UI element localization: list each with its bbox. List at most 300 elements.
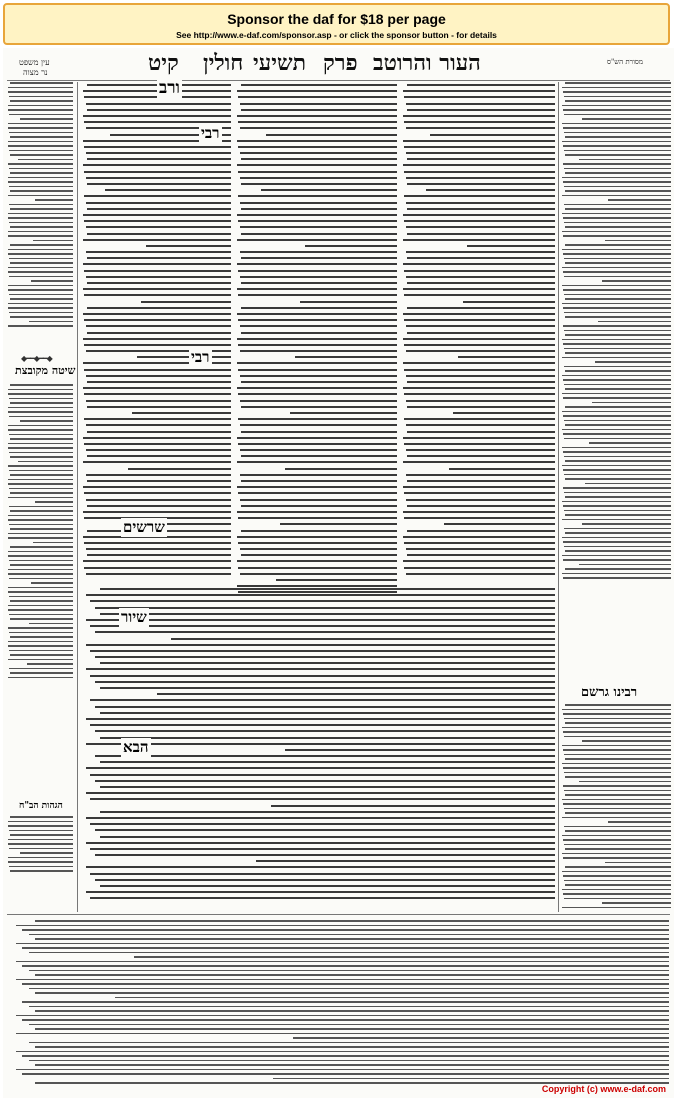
- text-line: [563, 839, 671, 841]
- text-line: [95, 730, 555, 732]
- text-line: [562, 141, 671, 143]
- text-line: [404, 96, 555, 98]
- text-line: [8, 307, 73, 309]
- masoret-hashas-title: מסורת הש"ס: [607, 58, 644, 66]
- text-line: [564, 276, 671, 278]
- text-line: [86, 276, 232, 278]
- text-line: [9, 96, 73, 98]
- text-line: [8, 145, 73, 147]
- text-line: [20, 118, 73, 120]
- word-rav: ורב: [159, 78, 180, 98]
- text-line: [87, 455, 231, 457]
- text-line: [240, 202, 397, 204]
- text-line: [100, 662, 555, 664]
- text-line: [241, 84, 397, 86]
- text-line: [16, 1015, 669, 1017]
- text-line: [16, 1033, 669, 1035]
- text-line: [9, 398, 73, 400]
- text-line: [8, 519, 73, 521]
- text-line: [407, 183, 555, 185]
- text-line: [238, 443, 397, 445]
- text-line: [86, 325, 232, 327]
- text-line: [467, 245, 555, 247]
- text-line: [280, 523, 397, 525]
- text-line: [406, 548, 555, 550]
- text-line: [86, 866, 555, 868]
- text-line: [562, 447, 671, 449]
- tosafot-column: [81, 84, 231, 584]
- text-line: [237, 140, 397, 142]
- text-line: [598, 321, 671, 323]
- text-line: [403, 288, 555, 290]
- text-line: [565, 812, 671, 814]
- text-line: [84, 542, 231, 544]
- text-line: [238, 369, 397, 371]
- text-line: [458, 356, 555, 358]
- text-line: [241, 307, 397, 309]
- text-line: [565, 226, 671, 228]
- text-line: [240, 400, 397, 402]
- text-line: [564, 258, 671, 260]
- text-line: [406, 499, 555, 501]
- text-line: [84, 393, 231, 395]
- text-line: [564, 204, 671, 206]
- text-line: [563, 857, 671, 859]
- text-line: [241, 406, 397, 408]
- text-line: [602, 902, 671, 904]
- perek-label: פרק: [323, 50, 358, 76]
- text-line: [563, 803, 671, 805]
- text-line: [403, 239, 555, 241]
- text-line: [35, 920, 669, 922]
- text-line: [241, 505, 397, 507]
- text-line: [563, 433, 671, 435]
- text-line: [31, 280, 73, 282]
- text-line: [86, 375, 232, 377]
- text-line: [90, 774, 555, 776]
- text-line: [84, 121, 231, 123]
- text-line: [562, 231, 671, 233]
- text-line: [90, 873, 555, 875]
- text-line: [563, 469, 671, 471]
- text-line: [238, 517, 397, 519]
- text-line: [563, 235, 671, 237]
- text-line: [605, 240, 671, 242]
- text-line: [241, 480, 397, 482]
- text-line: [564, 366, 671, 368]
- text-line: [128, 468, 232, 470]
- text-line: [562, 339, 671, 341]
- text-line: [406, 251, 555, 253]
- text-line: [8, 447, 73, 449]
- text-line: [83, 338, 232, 340]
- text-line: [237, 511, 397, 513]
- text-line: [403, 90, 555, 92]
- text-line: [8, 217, 73, 219]
- text-line: [16, 1051, 669, 1053]
- text-line: [22, 1001, 669, 1003]
- text-line: [563, 451, 671, 453]
- text-line: [100, 588, 555, 590]
- text-line: [35, 992, 669, 994]
- text-line: [83, 288, 232, 290]
- text-line: [87, 208, 231, 210]
- text-line: [407, 505, 555, 507]
- word-shreshim: שרשים: [123, 518, 165, 536]
- text-line: [565, 298, 671, 300]
- text-line: [8, 555, 73, 557]
- text-line: [9, 506, 73, 508]
- text-line: [84, 492, 231, 494]
- text-line: [404, 542, 555, 544]
- text-line: [240, 152, 397, 154]
- rashi-column: [401, 84, 555, 584]
- text-line: [562, 537, 671, 539]
- text-line: [562, 429, 671, 431]
- text-line: [237, 90, 397, 92]
- text-line: [86, 226, 232, 228]
- text-line: [86, 499, 232, 501]
- text-line: [8, 569, 73, 571]
- text-line: [8, 843, 73, 845]
- text-line: [237, 115, 397, 117]
- text-line: [10, 262, 73, 264]
- text-line: [238, 492, 397, 494]
- text-line: [237, 239, 397, 241]
- text-line: [84, 443, 231, 445]
- text-line: [27, 663, 73, 665]
- text-line: [16, 943, 669, 945]
- text-line: [404, 443, 555, 445]
- text-line: [9, 632, 73, 634]
- text-line: [83, 313, 232, 315]
- text-line: [564, 790, 671, 792]
- text-line: [563, 577, 671, 579]
- text-line: [404, 195, 555, 197]
- text-line: [8, 91, 73, 93]
- text-line: [8, 483, 73, 485]
- text-line: [100, 761, 555, 763]
- text-line: [9, 312, 73, 314]
- text-line: [240, 226, 397, 228]
- text-line: [86, 474, 232, 476]
- text-line: [564, 384, 671, 386]
- text-line: [407, 84, 555, 86]
- text-line: [22, 947, 669, 949]
- text-line: [10, 816, 73, 818]
- text-line: [8, 289, 73, 291]
- text-line: [22, 1055, 669, 1057]
- text-line: [564, 150, 671, 152]
- text-line: [8, 443, 73, 445]
- text-line: [563, 713, 671, 715]
- text-line: [16, 1069, 669, 1071]
- text-line: [86, 103, 232, 105]
- text-line: [86, 644, 555, 646]
- ein-mishpat-column: [7, 82, 73, 332]
- text-line: [563, 731, 671, 733]
- text-line: [404, 220, 555, 222]
- text-line: [563, 217, 671, 219]
- text-line: [240, 499, 397, 501]
- text-line: [563, 145, 671, 147]
- text-line: [407, 406, 555, 408]
- text-line: [95, 854, 555, 856]
- text-line: [31, 582, 73, 584]
- text-line: [564, 510, 671, 512]
- text-line: [84, 294, 231, 296]
- text-line: [9, 866, 73, 868]
- text-line: [86, 573, 232, 575]
- text-line: [238, 220, 397, 222]
- text-line: [29, 1060, 669, 1062]
- text-line: [84, 344, 231, 346]
- text-line: [403, 214, 555, 216]
- header-rule: [7, 80, 670, 81]
- text-line: [9, 848, 73, 850]
- text-line: [565, 154, 671, 156]
- text-line: [83, 461, 232, 463]
- text-line: [564, 456, 671, 458]
- text-line: [406, 350, 555, 352]
- text-line: [8, 181, 73, 183]
- text-line: [564, 348, 671, 350]
- text-line: [406, 276, 555, 278]
- text-line: [84, 195, 231, 197]
- text-line: [404, 319, 555, 321]
- text-line: [84, 146, 231, 148]
- text-line: [33, 542, 73, 544]
- text-line: [565, 244, 671, 246]
- text-line: [240, 375, 397, 377]
- text-line: [134, 956, 669, 958]
- text-line: [563, 109, 671, 111]
- text-line: [565, 136, 671, 138]
- text-line: [290, 412, 397, 414]
- text-line: [90, 699, 555, 701]
- text-line: [241, 332, 397, 334]
- text-line: [16, 961, 669, 963]
- text-line: [406, 449, 555, 451]
- text-line: [564, 826, 671, 828]
- text-line: [8, 573, 73, 575]
- text-line: [407, 381, 555, 383]
- text-line: [10, 564, 73, 566]
- text-line: [562, 817, 671, 819]
- text-line: [90, 600, 555, 602]
- text-line: [404, 492, 555, 494]
- text-line: [407, 257, 555, 259]
- text-line: [404, 393, 555, 395]
- text-line: [564, 546, 671, 548]
- text-line: [241, 208, 397, 210]
- text-line: [238, 96, 397, 98]
- text-line: [240, 103, 397, 105]
- text-line: [9, 222, 73, 224]
- sponsor-banner[interactable]: [3, 3, 670, 45]
- text-line: [100, 712, 555, 714]
- text-line: [565, 496, 671, 498]
- text-line: [565, 848, 671, 850]
- text-line: [35, 1064, 669, 1066]
- text-line: [90, 650, 555, 652]
- text-line: [10, 190, 73, 192]
- text-line: [564, 438, 671, 440]
- text-line: [241, 109, 397, 111]
- text-line: [9, 150, 73, 152]
- text-line: [406, 573, 555, 575]
- text-line: [8, 645, 73, 647]
- text-line: [8, 303, 73, 305]
- text-line: [602, 280, 671, 282]
- text-line: [87, 257, 231, 259]
- text-line: [95, 607, 555, 609]
- text-line: [238, 319, 397, 321]
- text-line: [8, 465, 73, 467]
- text-line: [564, 492, 671, 494]
- text-line: [8, 407, 73, 409]
- text-line: [137, 356, 232, 358]
- text-line: [403, 140, 555, 142]
- text-line: [238, 195, 397, 197]
- sponsor-title[interactable]: Sponsor the daf for $18 per page: [227, 11, 446, 27]
- text-line: [86, 891, 555, 893]
- text-line: [565, 334, 671, 336]
- text-line: [8, 627, 73, 629]
- text-line: [565, 190, 671, 192]
- text-line: [10, 492, 73, 494]
- text-line: [565, 370, 671, 372]
- text-line: [87, 109, 231, 111]
- text-line: [407, 282, 555, 284]
- text-line: [563, 397, 671, 399]
- text-line: [10, 870, 73, 872]
- text-line: [562, 555, 671, 557]
- text-line: [403, 263, 555, 265]
- text-line: [404, 270, 555, 272]
- text-line: [241, 530, 397, 532]
- text-line: [22, 929, 669, 931]
- gemara-column: [235, 84, 397, 604]
- text-line: [582, 740, 671, 742]
- text-line: [562, 393, 671, 395]
- text-line: [18, 159, 73, 161]
- text-line: [582, 118, 671, 120]
- text-line: [240, 548, 397, 550]
- rabbeinu-gershom-title: רבינו גרשם: [581, 685, 638, 700]
- text-line: [564, 114, 671, 116]
- text-line: [100, 836, 555, 838]
- text-line: [238, 542, 397, 544]
- text-line: [238, 171, 397, 173]
- hagahot-column: [7, 816, 73, 876]
- text-line: [565, 316, 671, 318]
- text-line: [35, 974, 669, 976]
- text-line: [563, 307, 671, 309]
- text-line: [9, 434, 73, 436]
- text-line: [8, 497, 73, 499]
- text-line: [9, 524, 73, 526]
- text-line: [404, 567, 555, 569]
- text-line: [8, 479, 73, 481]
- text-line: [83, 115, 232, 117]
- text-line: [238, 270, 397, 272]
- text-line: [562, 835, 671, 837]
- text-line: [87, 332, 231, 334]
- text-line: [240, 424, 397, 426]
- ornament-divider: ◆━━◆━━◆: [21, 354, 52, 363]
- rabbeinu-gershom-column: [561, 704, 671, 914]
- text-line: [565, 388, 671, 390]
- text-line: [565, 550, 671, 552]
- text-line: [10, 474, 73, 476]
- lower-commentary: [81, 588, 555, 908]
- copyright-link[interactable]: Copyright (c) www.e-daf.com: [541, 1084, 666, 1094]
- text-line: [10, 402, 73, 404]
- text-line: [83, 387, 232, 389]
- text-line: [29, 321, 73, 323]
- text-line: [563, 749, 671, 751]
- text-line: [90, 724, 555, 726]
- text-line: [564, 844, 671, 846]
- text-line: [35, 1046, 669, 1048]
- text-line: [237, 263, 397, 265]
- text-line: [261, 189, 397, 191]
- text-line: [285, 468, 397, 470]
- text-line: [565, 406, 671, 408]
- text-line: [564, 772, 671, 774]
- text-line: [10, 298, 73, 300]
- text-line: [565, 722, 671, 724]
- text-line: [8, 163, 73, 165]
- text-line: [10, 154, 73, 156]
- text-line: [565, 884, 671, 886]
- text-line: [8, 515, 73, 517]
- text-line: [562, 871, 671, 873]
- text-line: [86, 202, 232, 204]
- text-line: [407, 530, 555, 532]
- text-line: [86, 792, 555, 794]
- text-line: [8, 605, 73, 607]
- text-line: [564, 736, 671, 738]
- text-line: [562, 249, 671, 251]
- text-line: [87, 554, 231, 556]
- text-line: [565, 794, 671, 796]
- text-line: [562, 763, 671, 765]
- text-line: [240, 325, 397, 327]
- text-line: [406, 152, 555, 154]
- text-line: [146, 245, 232, 247]
- text-line: [10, 100, 73, 102]
- text-line: [403, 461, 555, 463]
- text-line: [406, 103, 555, 105]
- text-line: [595, 361, 671, 363]
- text-line: [100, 885, 555, 887]
- text-line: [565, 424, 671, 426]
- text-line: [238, 344, 397, 346]
- text-line: [403, 338, 555, 340]
- text-line: [8, 821, 73, 823]
- text-line: [406, 400, 555, 402]
- text-line: [562, 465, 671, 467]
- text-line: [241, 183, 397, 185]
- text-line: [87, 307, 231, 309]
- sponsor-subtitle[interactable]: See http://www.e-daf.com/sponsor.asp - or click the sponsor button - for details: [176, 30, 497, 40]
- text-line: [10, 636, 73, 638]
- text-line: [35, 1010, 669, 1012]
- text-line: [240, 127, 397, 129]
- text-line: [406, 325, 555, 327]
